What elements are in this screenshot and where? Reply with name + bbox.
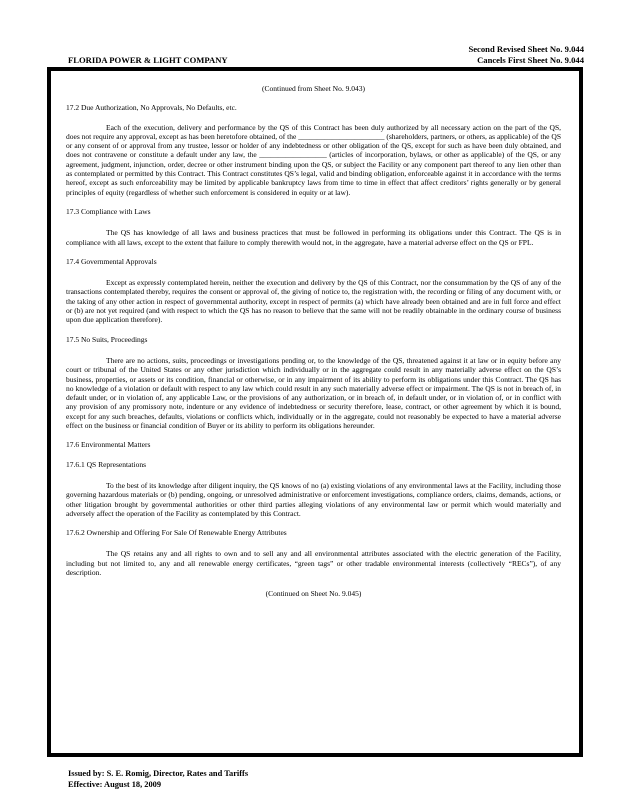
cancels-sheet-number: Cancels First Sheet No. 9.044 — [477, 55, 584, 65]
continued-from: (Continued from Sheet No. 9.043) — [262, 84, 365, 93]
section-17-6-2-text: The QS retains any and all rights to own and to sell any and all environmental attributes associated with the electric generation of the Facility, including but not limited to, any and all renewable energy certificates, “green tags” or other tradable environmental interests (collectively “RECs”), of any description. — [66, 549, 561, 577]
effective-date: Effective: August 18, 2009 — [68, 780, 162, 789]
section-17-6-heading: 17.6 Environmental Matters — [66, 440, 151, 450]
section-17-4-heading: 17.4 Governmental Approvals — [66, 256, 157, 266]
section-17-4-text: Except as expressly contemplated herein, neither the execution and delivery by the QS of this Contract, nor the consummation by the QS of any of the transactions contemplated thereby, requires the consent or approval of, the giving of notice to, the registration with, the recording or filing of any document with, or the taking of any other action in respect of governmental authority, except in respect of permits (a) which have already been obtained and are in full force and effect or (b) are not yet required (and with respect to which the QS has no reason to believe that the same will not be readily obtainable in the ordinary course of business upon due application therefore). — [66, 278, 561, 325]
sheet-revision-block — [468, 44, 584, 66]
issuance-footer — [68, 768, 248, 790]
section-17-5-heading: 17.5 No Suits, Proceedings — [66, 334, 148, 344]
company-name: FLORIDA POWER & LIGHT COMPANY — [68, 55, 228, 65]
revised-sheet-number: Second Revised Sheet No. 9.044 — [468, 44, 584, 54]
section-17-5-text: There are no actions, suits, proceedings or investigations pending or, to the knowledge of the QS, threatened against it at law or in equity before any court or tribunal of the United States or any other jurisdiction which individually or in the aggregate could result in any materially adverse effect on the QS’s business, properties, or assets or its condition, financial or otherwise, or in any impairment of its ability to perform its obligations under this Contract. The QS has no knowledge of a violation or default with respect to any law which could result in any such materially adverse effect or impairment. The QS is not in breach of, in default under, or in violation of, any applicable Law, or the provisions of any authorization, or in breach of, in default under, or in violation of, or in conflict with any provision of any promissory note, indenture or any evidence of indebtedness or security therefore, lease, contract, or other agreement by which it is bound, except for any such breaches, defaults, violations or conflicts which, individually or in the aggregate, could not reasonably be expected to have a material adverse effect on the business or financial condition of Buyer or its ability to perform its obligations hereunder. — [66, 355, 561, 431]
issued-by: Issued by: S. E. Romig, Director, Rates and Tariffs — [68, 769, 249, 778]
section-17-2-text: Each of the execution, delivery and performance by the QS of this Contract has been duly authorized by all necessary action on the part of the QS, does not require any approval, except as has been heretofore obtained, of the _______________________ (shareholders, partners, or others, as applicable) of the QS or any consent of or approval from any trustee, lessor or holder of any indebtedness or other obligation of the QS, except for such as have been duly obtained, and does not contravene or constitute a default under any law, the __________________ (articles of incorporation, bylaws, or other as applicable) of the QS, or any agreement, judgment, injunction, order, decree or other instrument binding upon the QS, or subject the Facility or any component part thereof to any lien other than as contemplated or permitted by this Contract. This Contract constitutes QS’s legal, valid and binding obligation, enforceable against it in accordance with the terms hereof, except as such enforceability may be limited by applicable bankruptcy laws from time to time in effect that affect creditors’ rights generally or by general principles of equity (regardless of whether such enforcement is considered in equity or at law). — [66, 122, 561, 197]
continued-on: (Continued on Sheet No. 9.045) — [265, 589, 362, 599]
tariff-text — [66, 84, 561, 599]
section-17-6-2-heading: 17.6.2 Ownership and Offering For Sale Of Renewable Energy Attributes — [66, 528, 287, 538]
section-17-6-1-heading: 17.6.1 QS Representations — [66, 459, 146, 469]
section-17-3-text: The QS has knowledge of all laws and business practices that must be followed in performing its obligations under this Contract. The QS is in compliance with all laws, except to the extent that failure to comply therewith would not, in the aggregate, have a material adverse effect on the QS or FPL. — [66, 228, 561, 247]
section-17-2-heading: 17.2 Due Authorization, No Approvals, No Defaults, etc. — [66, 103, 237, 113]
section-17-6-1-text: To the best of its knowledge after diligent inquiry, the QS knows of no (a) existing violations of any environmental laws at the Facility, including those governing hazardous materials or (b) pending, ongoing, or unresolved administrative or enforcement investigations, compliance orders, claims, demands, actions, or other litigation brought by governmental authorities or other third parties alleging violations of any environmental law or permit which would materially and adversely affect the operation of the Facility as contemplated by this Contract. — [66, 480, 561, 518]
section-17-3-heading: 17.3 Compliance with Laws — [66, 206, 151, 216]
